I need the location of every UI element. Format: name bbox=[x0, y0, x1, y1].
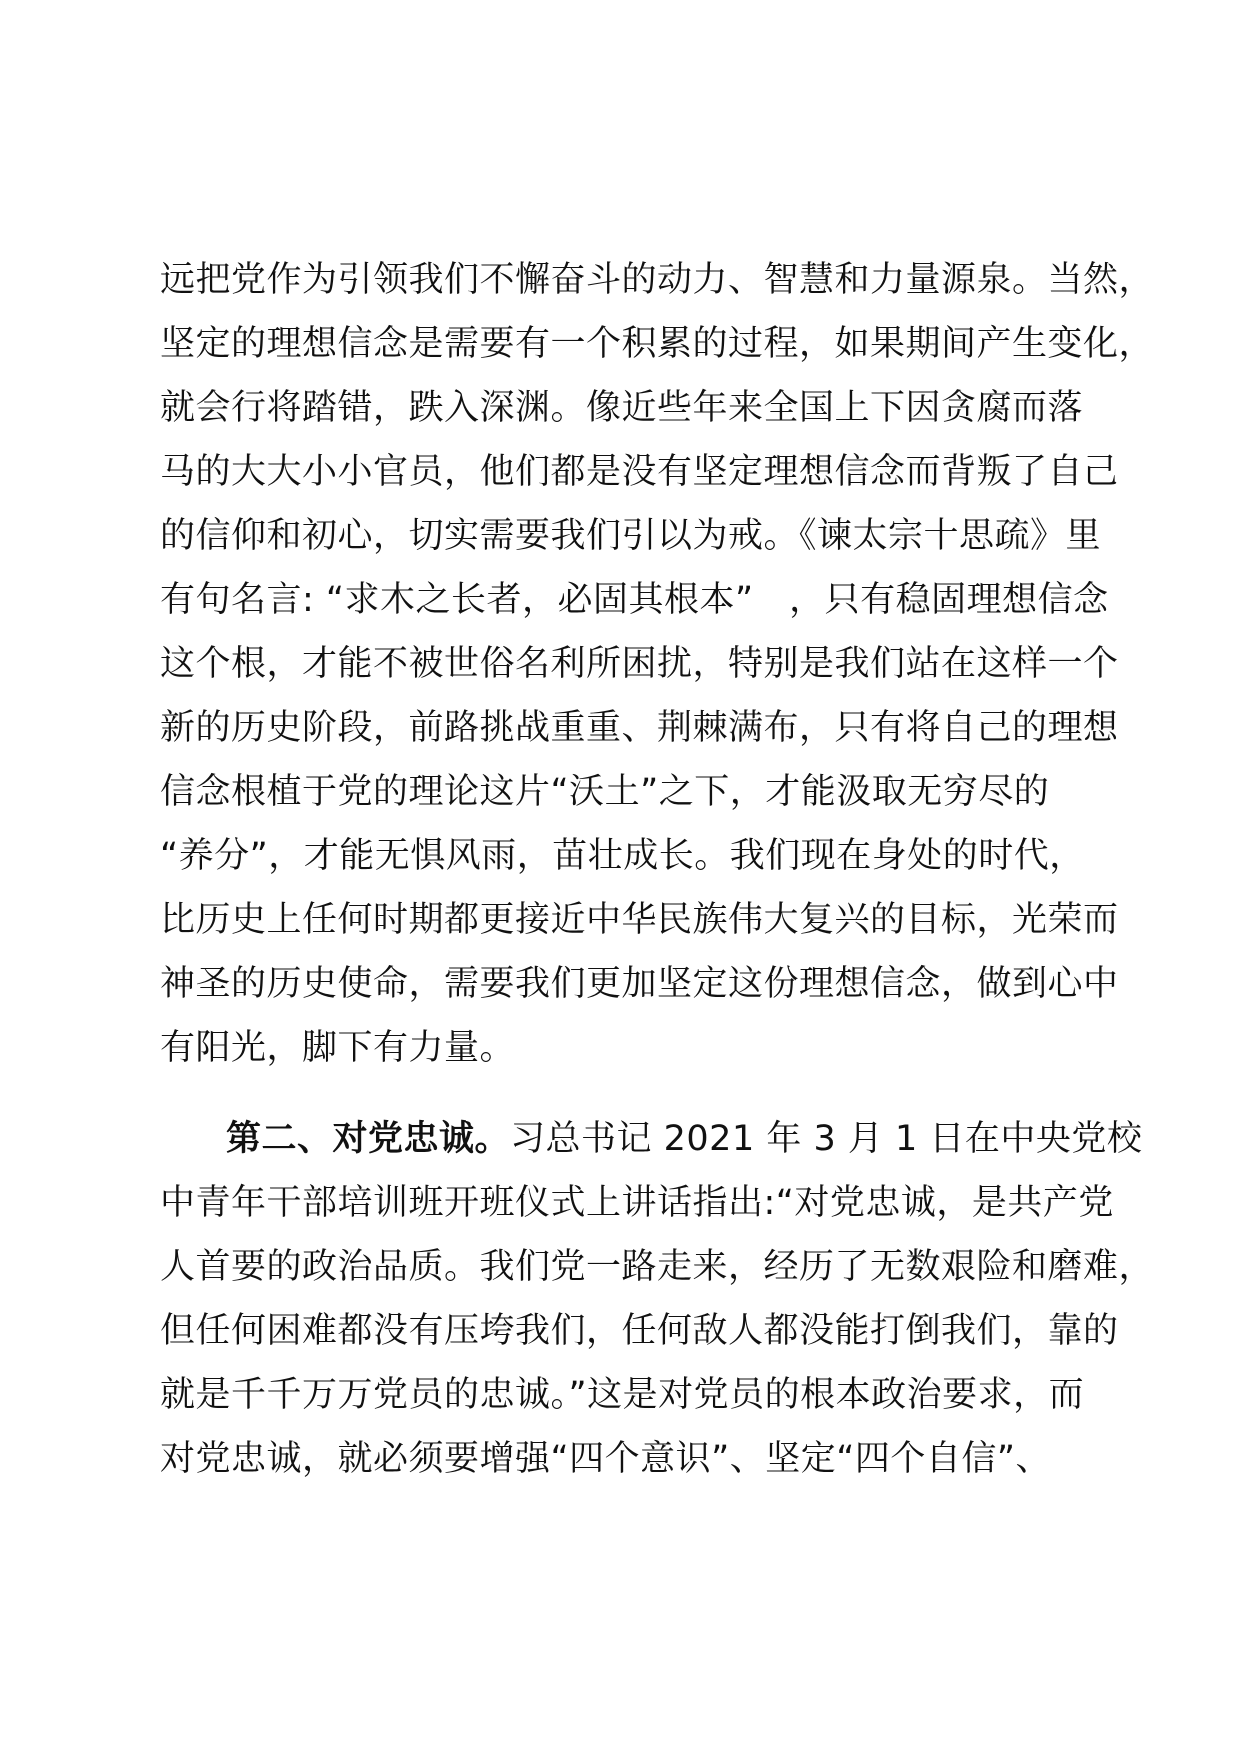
text-line: 中青年干部培训班开班仪式上讲话指出:“对党忠诚，是共产党 bbox=[160, 1183, 1114, 1223]
text-line: 的信仰和初心，切实需要我们引以为戒。《谏太宗十思疏》里 bbox=[160, 516, 1102, 556]
text-line-rest: 习总书记 2021 年 3 月 1 日在中央党校 bbox=[510, 1119, 1143, 1159]
text-line: 人首要的政治品质。我们党一路走来，经历了无数艰险和磨难， bbox=[160, 1247, 1155, 1287]
text-line: 有阳光，脚下有力量。 bbox=[160, 1028, 516, 1068]
text-line: 远把党作为引领我们不懈奋斗的动力、智慧和力量源泉。当然， bbox=[160, 260, 1155, 300]
text-line: 就是千千万万党员的忠诚。”这是对党员的根本政治要求，而 bbox=[160, 1375, 1085, 1415]
paragraph-loyalty bbox=[160, 1107, 1155, 1491]
section-heading: 第二、对党忠诚。 bbox=[226, 1119, 511, 1159]
text-line: 但任何困难都没有压垮我们，任何敌人都没能打倒我们，靠的 bbox=[160, 1311, 1119, 1351]
text-line: 信念根植于党的理论这片“沃土”之下，才能汲取无穷尽的 bbox=[160, 772, 1050, 812]
text-line: 坚定的理想信念是需要有一个积累的过程，如果期间产生变化， bbox=[160, 324, 1155, 364]
text-line: 新的历史阶段，前路挑战重重、荆棘满布，只有将自己的理想 bbox=[160, 708, 1119, 748]
text-line: 神圣的历史使命，需要我们更加坚定这份理想信念，做到心中 bbox=[160, 964, 1119, 1004]
paragraph-first-line bbox=[160, 1107, 1143, 1171]
text-line: 这个根，才能不被世俗名利所困扰，特别是我们站在这样一个 bbox=[160, 644, 1119, 684]
text-line: 马的大大小小官员，他们都是没有坚定理想信念而背叛了自己 bbox=[160, 452, 1119, 492]
paragraph-ideals bbox=[160, 248, 1155, 1080]
text-line: 对党忠诚，就必须要增强“四个意识”、坚定“四个自信”、 bbox=[160, 1439, 1052, 1479]
text-line: 有句名言: “求木之长者，必固其根本” ，只有稳固理想信念 bbox=[160, 580, 1109, 620]
text-line: 就会行将踏错，跌入深渊。像近些年来全国上下因贪腐而落 bbox=[160, 388, 1084, 428]
text-line: “养分”，才能无惧风雨，苗壮成长。我们现在身处的时代， bbox=[160, 836, 1085, 876]
text-line: 比历史上任何时期都更接近中华民族伟大复兴的目标，光荣而 bbox=[160, 900, 1119, 940]
